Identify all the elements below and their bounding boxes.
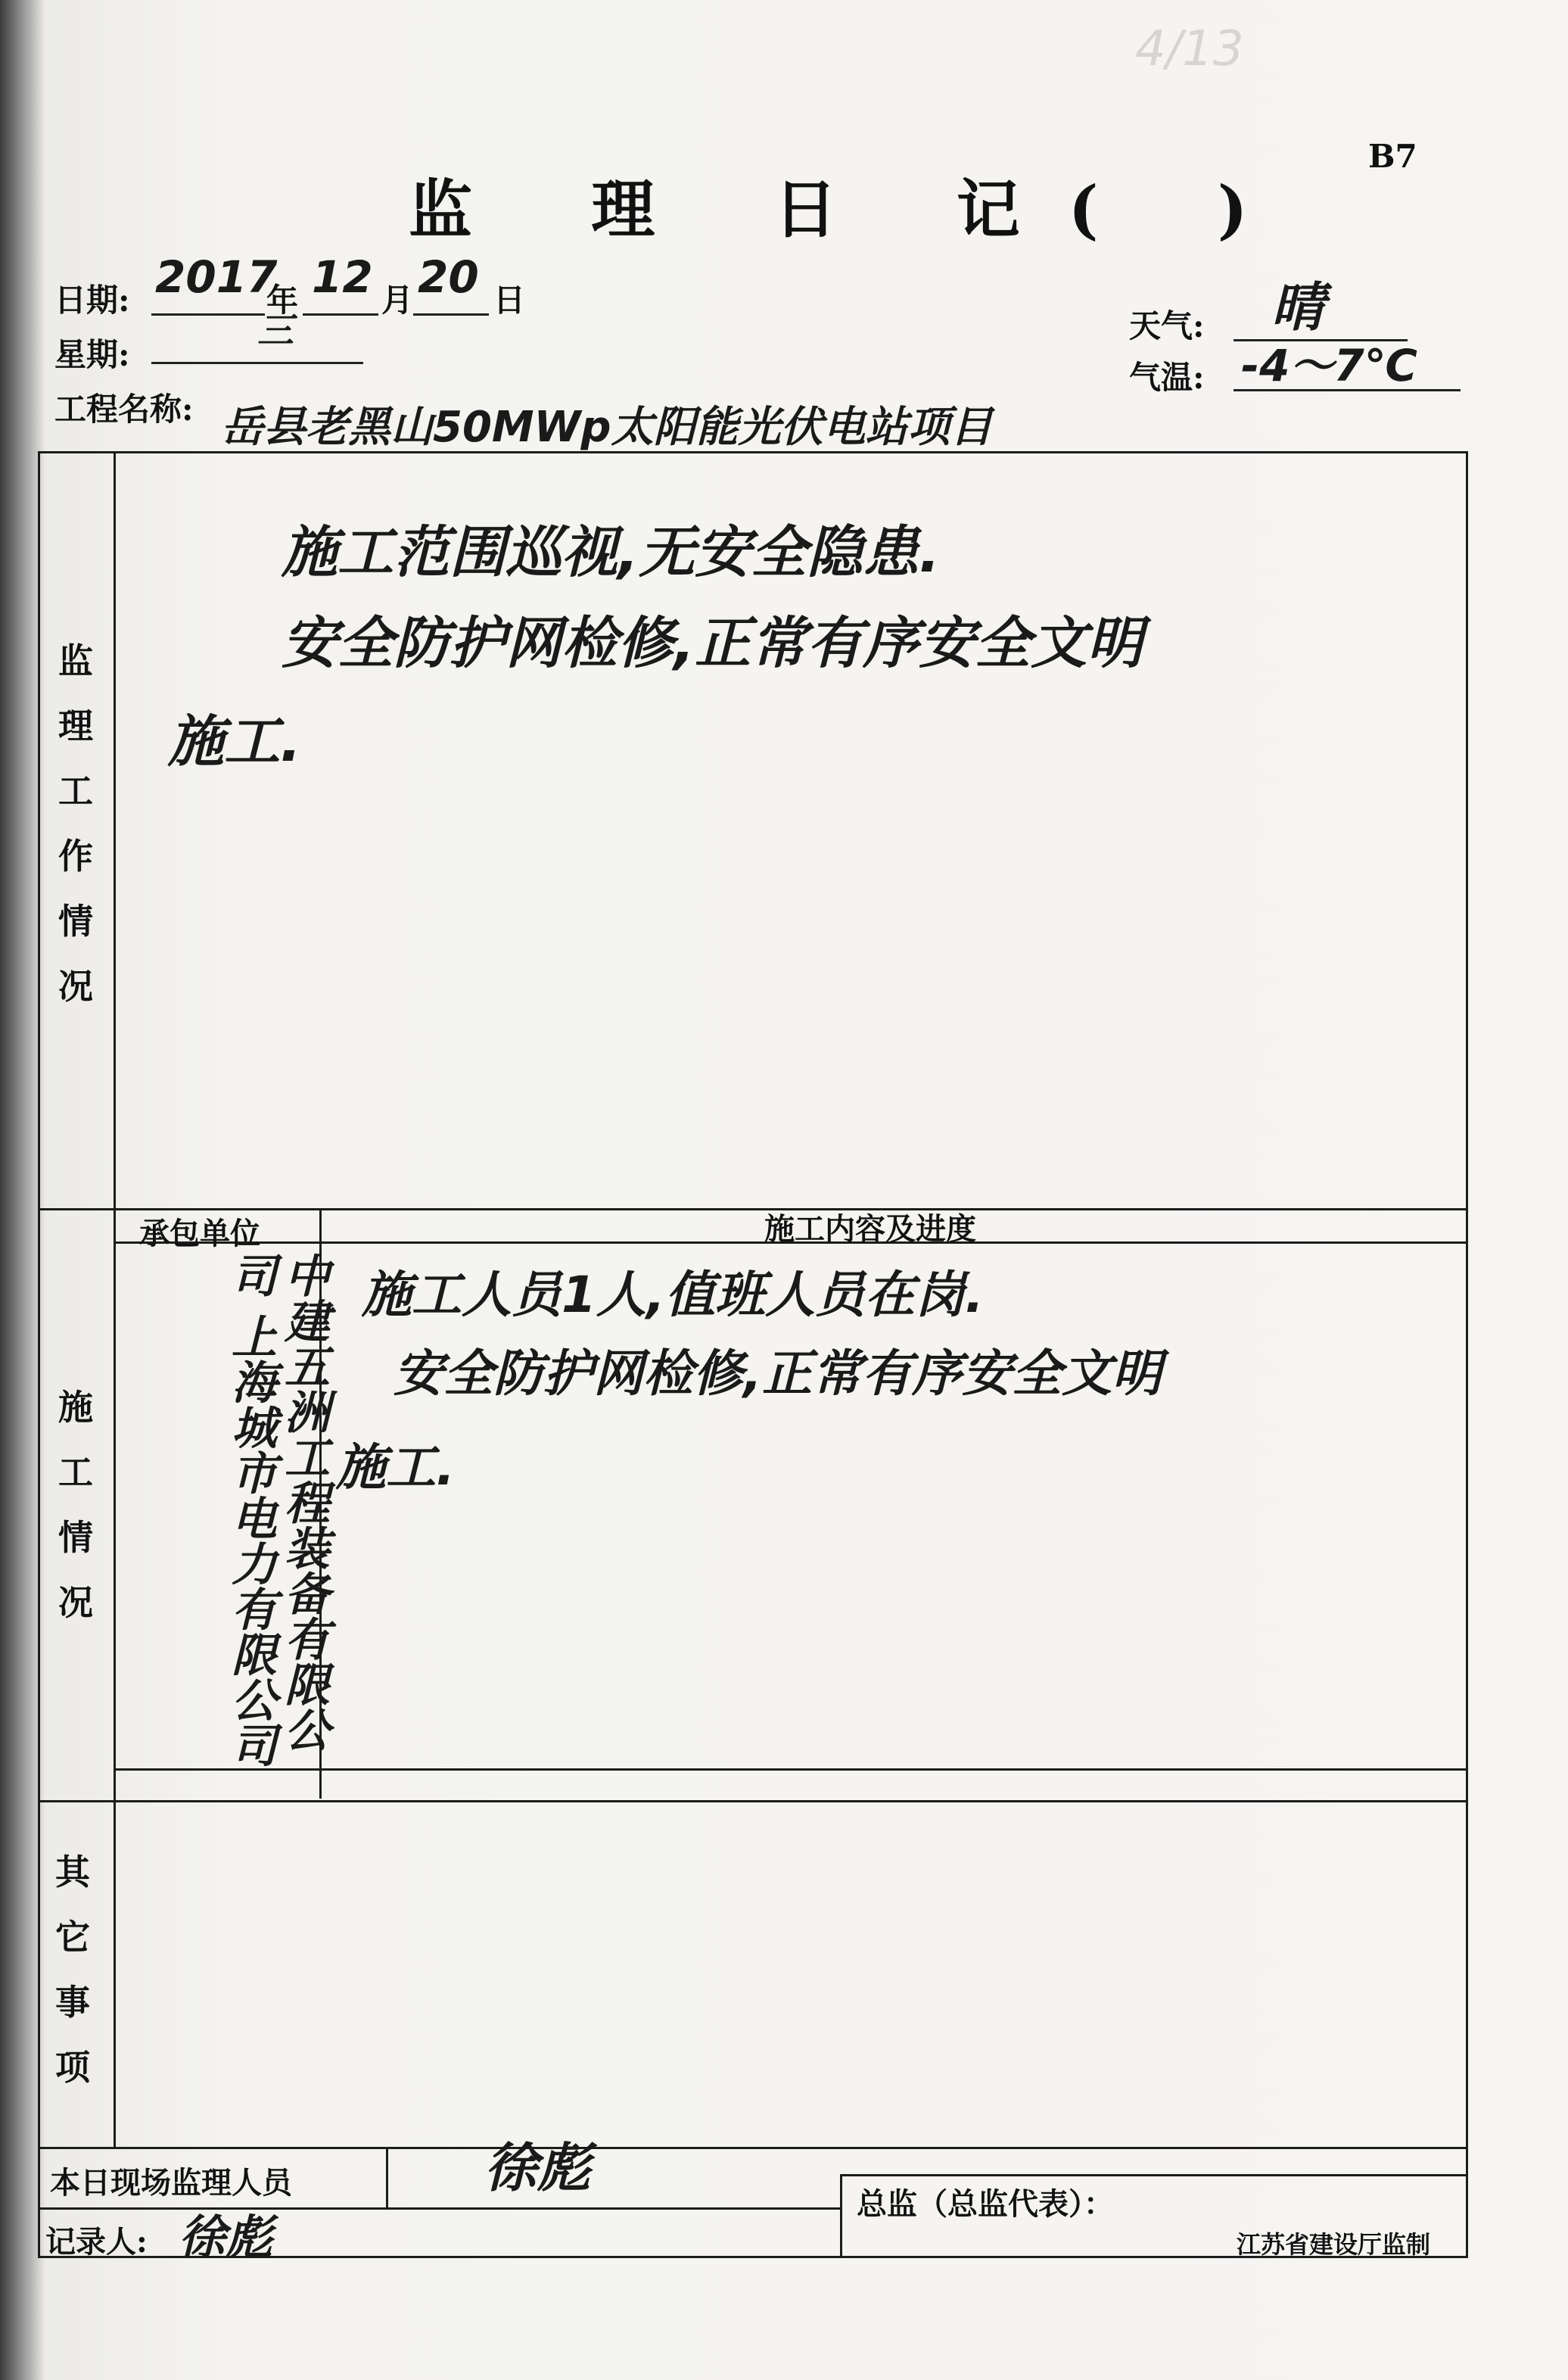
supervision-line-3: 施工. xyxy=(168,709,302,774)
project-label: 工程名称: xyxy=(54,391,194,428)
year-unit: 年 xyxy=(266,282,299,319)
weekday-value: 三 xyxy=(257,310,294,352)
onsite-label: 本日现场监理人员 xyxy=(50,2165,292,2201)
onsite-signature: 徐彪 xyxy=(484,2137,590,2199)
date-year: 2017 xyxy=(155,251,278,303)
page-title: 监 理 日 记( ) xyxy=(409,172,1296,247)
progress-header: 施工内容及进度 xyxy=(764,1211,976,1247)
contractor-name: 中建五洲工程装备有限公司 上海城市电力有限公司 xyxy=(224,1252,330,1768)
supervision-label: 监理工作情况 xyxy=(58,640,93,1007)
recorder-label: 记录人: xyxy=(45,2224,148,2260)
date-day: 20 xyxy=(418,251,479,303)
temp-value: -4～7℃ xyxy=(1241,340,1418,391)
weather-value: 晴 xyxy=(1271,276,1324,338)
weekday-label: 星期: xyxy=(54,336,130,373)
month-unit: 月 xyxy=(381,282,414,319)
day-unit: 日 xyxy=(493,282,526,319)
progress-line-1: 施工人员1人,值班人员在岗. xyxy=(362,1266,985,1324)
progress-line-2: 安全防护网检修,正常有序安全文明 xyxy=(394,1344,1162,1403)
project-name: 岳县老黑山50MWp太阳能光伏电站项目 xyxy=(221,403,993,452)
supervision-line-2: 安全防护网检修,正常有序安全文明 xyxy=(282,611,1143,676)
footer-mark: 江苏省建设厅监制 xyxy=(1236,2230,1430,2259)
construction-label: 施工情况 xyxy=(58,1387,93,1623)
corner-mark: 4/13 xyxy=(1135,21,1244,77)
supervision-line-1: 施工范围巡视,无安全隐患. xyxy=(282,520,941,585)
contractor-header: 承包单位 xyxy=(139,1216,260,1251)
temp-label: 气温: xyxy=(1129,359,1205,396)
progress-line-3: 施工. xyxy=(336,1438,456,1497)
date-label: 日期: xyxy=(54,282,130,319)
other-label: 其它事项 xyxy=(55,1852,90,2088)
date-month: 12 xyxy=(312,251,373,303)
recorder-signature: 徐彪 xyxy=(179,2210,273,2265)
chief-label: 总监（总监代表）： xyxy=(857,2186,1114,2222)
weather-label: 天气: xyxy=(1129,307,1205,344)
form-code: B7 xyxy=(1368,138,1417,175)
